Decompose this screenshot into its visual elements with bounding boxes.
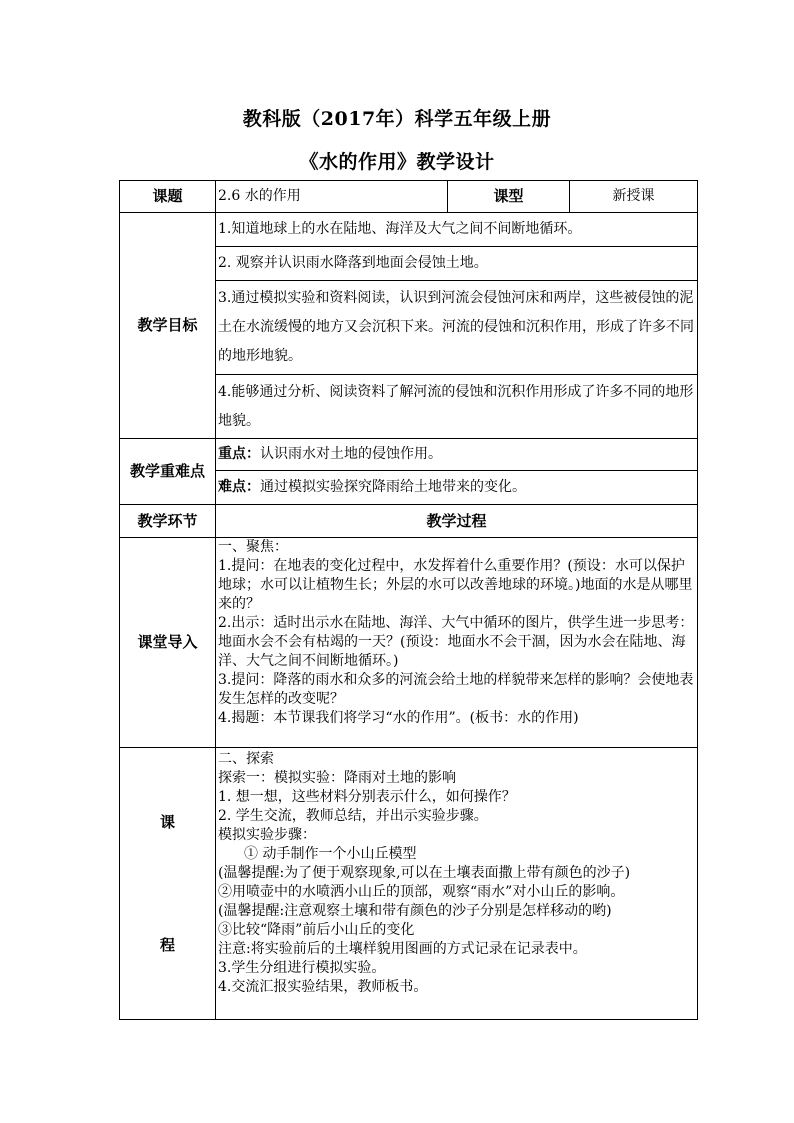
intro-row — [120, 538, 698, 748]
objective-item: 2. 观察并认识雨水降落到地面会侵蚀土地。 — [216, 247, 698, 281]
key-points-label: 教学重难点 — [120, 439, 216, 505]
lesson-line: 注意:将实验前后的土壤样貌用图画的方式记录在记录表中。 — [218, 941, 587, 957]
objective-item: 1.知道地球上的水在陆地、海洋及大气之间不间断地循环。 — [216, 213, 698, 247]
lesson-line: 1. 想一想，这些材料分别表示什么，如何操作？ — [218, 789, 516, 805]
lesson-line: 二、探索 — [218, 751, 274, 767]
objective-item: 3.通过模拟实验和资料阅读，认识到河流会侵蚀河床和两岸，这些被侵蚀的泥土在水流缓慢的地方又会沉积下来。河流的侵蚀和沉积作用，形成了许多不同的地形地貌。 — [216, 281, 698, 375]
header-row — [120, 181, 698, 213]
difficulty-label: 难点： — [218, 479, 260, 495]
lesson-line: ① 动手制作一个小山丘模型 — [244, 846, 417, 862]
lesson-label-top: 课 — [159, 812, 175, 831]
lesson-line: 模拟实验步骤： — [218, 827, 316, 843]
objective-item: 4.能够通过分析、阅读资料了解河流的侵蚀和沉积作用形成了许多不同的地形地貌。 — [216, 375, 698, 439]
lesson-line: ②用喷壶中的水喷洒小山丘的顶部，观察“雨水”对小山丘的影响。 — [218, 884, 625, 900]
lesson-row — [120, 748, 698, 1020]
topic-value: 2.6 水的作用 — [216, 181, 448, 213]
lesson-line: 3.学生分组进行模拟实验。 — [218, 960, 386, 976]
objective-row — [120, 213, 698, 247]
key-point-row — [120, 439, 698, 471]
objectives-label: 教学目标 — [120, 213, 216, 439]
lesson-line: ③比较“降雨”前后小山丘的变化 — [218, 922, 415, 938]
intro-label: 课堂导入 — [120, 538, 216, 748]
intro-line: 2.出示：适时出示水在陆地、海洋、大气中循环的图片，供学生进一步思考：地面水会不会有枯竭的一天？(预设：地面水不会干涸，因为水会在陆地、海洋、大气之间不间断地循环。) — [218, 615, 694, 669]
process-label: 教学过程 — [216, 505, 698, 538]
intro-line: 1.提问：在地表的变化过程中，水发挥着什么重要作用？(预设：水可以保护地球；水可以让植物生长；外层的水可以改善地球的环境。)地面的水是从哪里来的？ — [218, 558, 693, 612]
lesson-content — [216, 748, 698, 1020]
intro-content — [216, 538, 698, 748]
topic-label: 课题 — [120, 181, 216, 213]
difficulty-point — [216, 471, 698, 505]
focus-text: 认识雨水对土地的侵蚀作用。 — [260, 446, 442, 462]
lesson-line: 4.交流汇报实验结果，教师板书。 — [218, 979, 428, 995]
lesson-plan-table — [119, 180, 698, 1020]
lesson-line: 探索一：模拟实验：降雨对土地的影响 — [218, 770, 456, 786]
focus-point — [216, 439, 698, 471]
difficulty-text: 通过模拟实验探究降雨给土地带来的变化。 — [260, 479, 526, 495]
lesson-line: 2. 学生交流，教师总结，并出示实验步骤。 — [218, 808, 488, 824]
intro-line: 4.揭题：本节课我们将学习“水的作用”。(板书：水的作用) — [218, 710, 579, 726]
document-title: 教科版（2017年）科学五年级上册 — [242, 108, 552, 130]
stage-label: 教学环节 — [120, 505, 216, 538]
intro-line: 3.提问：降落的雨水和众多的河流会给土地的样貌带来怎样的影响？会使地表发生怎样的改变呢？ — [218, 672, 694, 707]
focus-label: 重点： — [218, 446, 260, 462]
intro-line: 一、聚焦： — [218, 539, 288, 555]
lesson-line: (温馨提醒:注意观察土壤和带有颜色的沙子分别是怎样移动的哟) — [218, 903, 612, 919]
type-label: 课型 — [448, 181, 570, 213]
document-subtitle: 《水的作用》教学设计 — [299, 151, 495, 173]
lesson-label — [120, 748, 216, 1020]
lesson-label-bottom: 程 — [159, 935, 175, 954]
type-value: 新授课 — [570, 181, 698, 213]
lesson-line: (温馨提醒:为了便于观察现象,可以在土壤表面撒上带有颜色的沙子) — [218, 865, 631, 881]
process-header-row — [120, 505, 698, 538]
